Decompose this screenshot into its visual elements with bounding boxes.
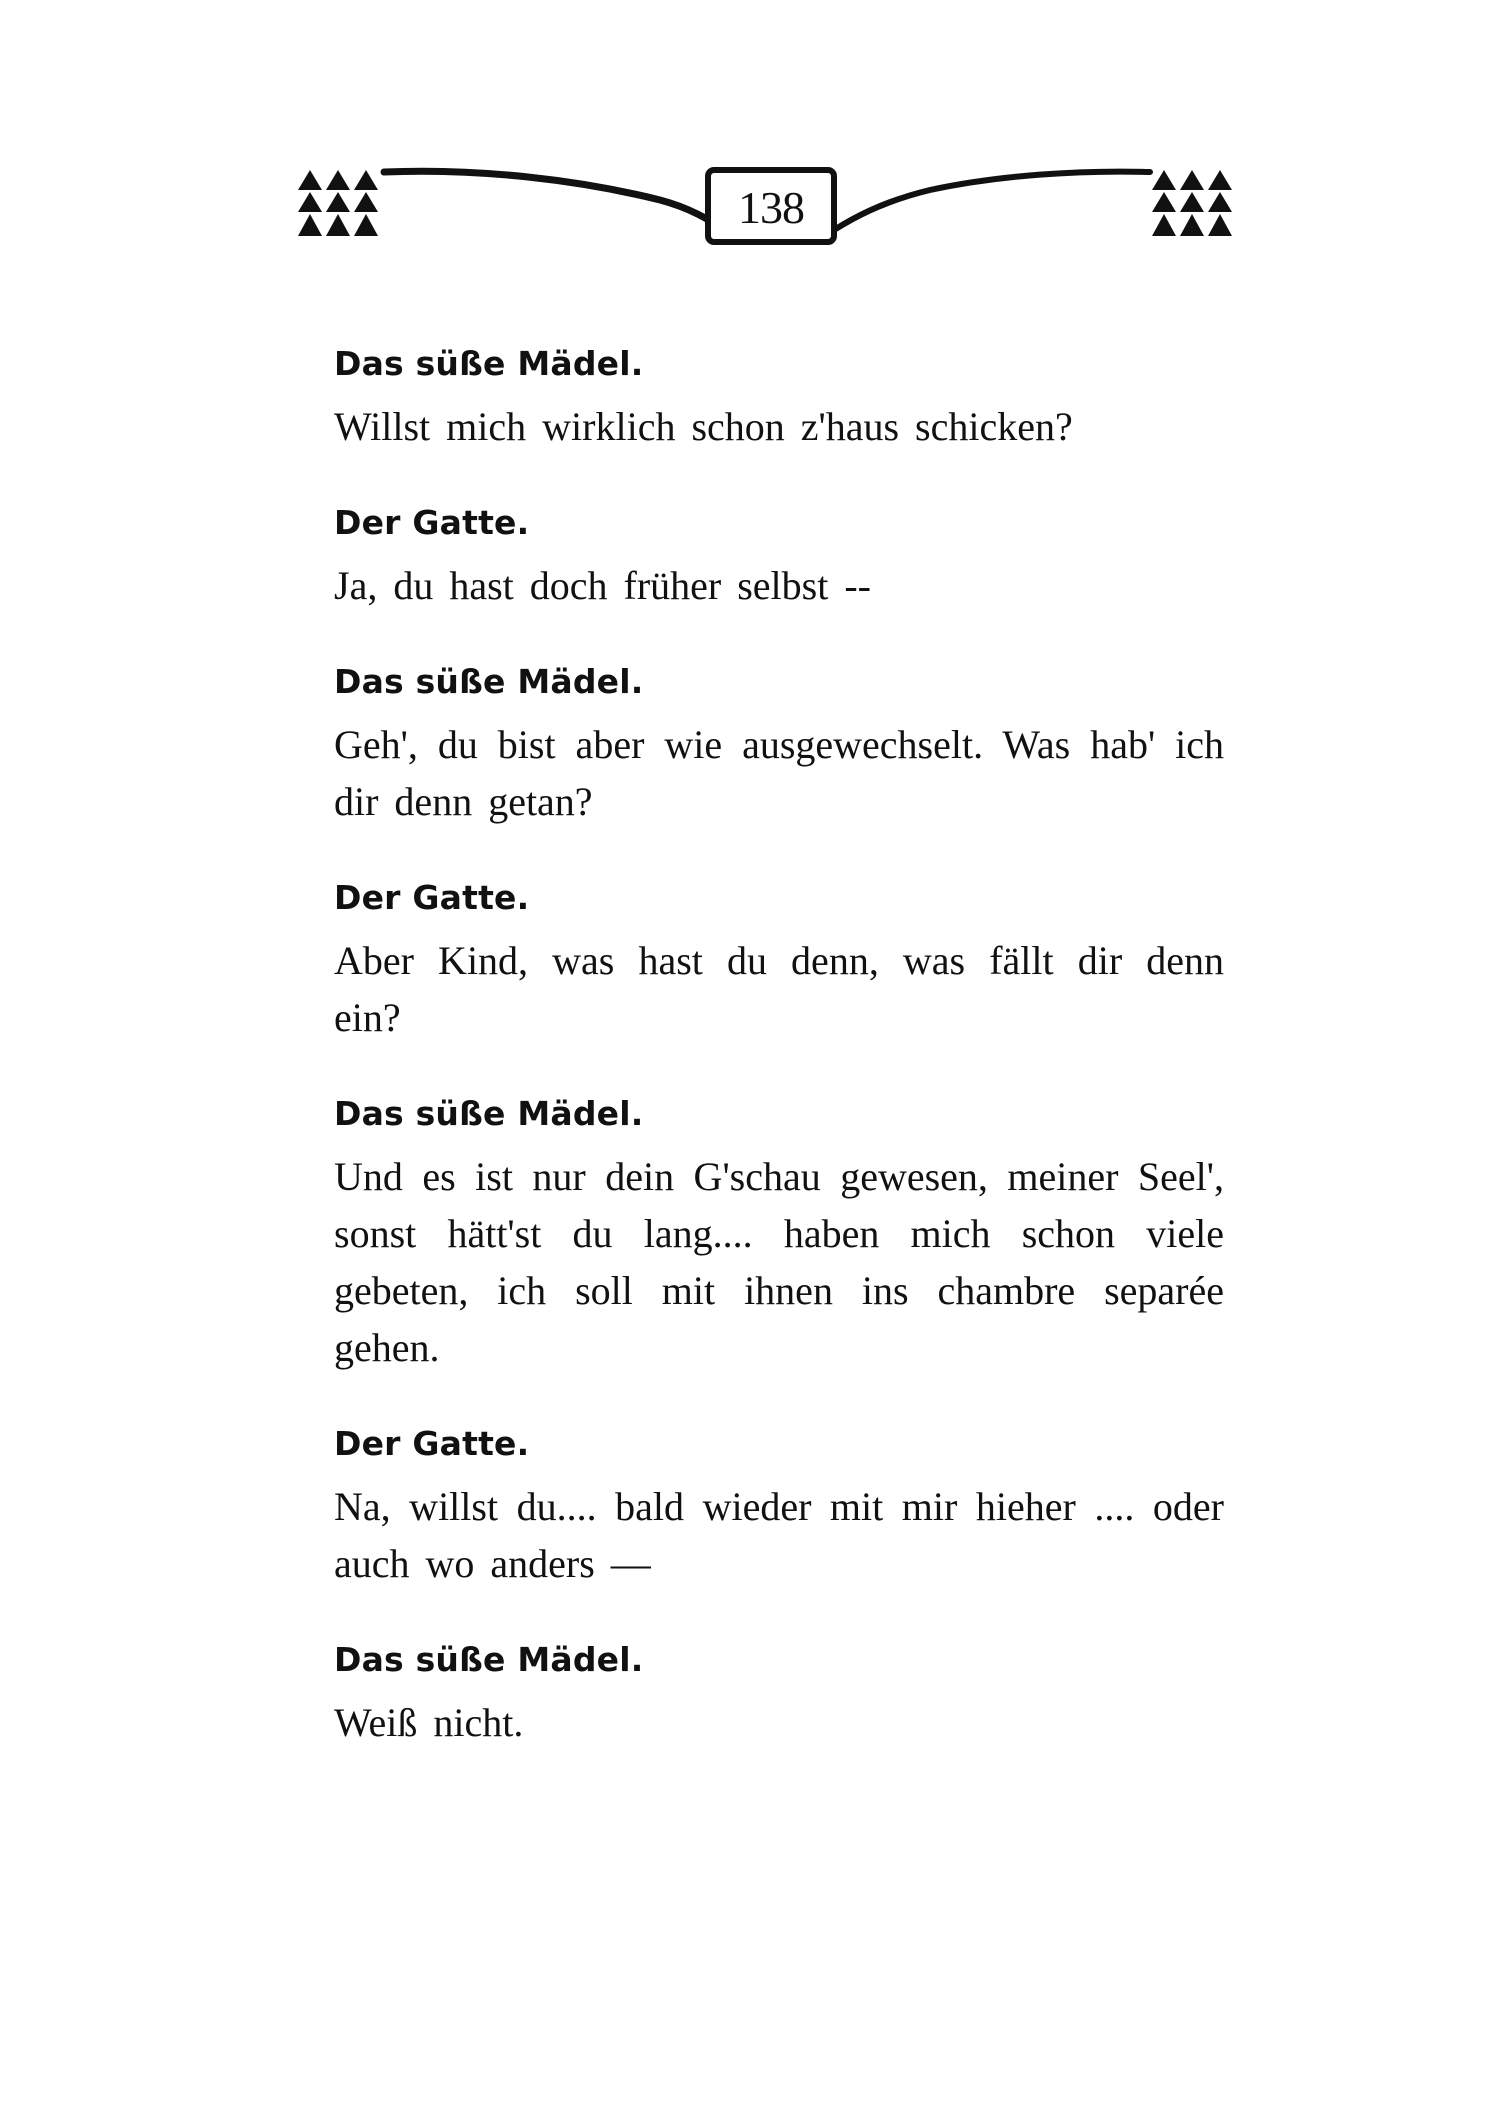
speaker-name: Der Gatte.	[334, 878, 530, 917]
dialogue-block	[334, 1090, 1224, 1376]
speaker-name: Das süße Mädel.	[334, 1094, 644, 1133]
right-swoosh-line	[834, 172, 1150, 230]
speaker-name: Das süße Mädel.	[334, 1640, 644, 1679]
left-triangle-cluster-icon	[298, 170, 378, 236]
speech-text: Na, willst du.... bald wieder mit mir hieher .... oder auch wo anders —	[334, 1484, 1224, 1586]
speaker-name: Der Gatte.	[334, 1424, 530, 1463]
left-swoosh-line	[384, 171, 720, 228]
dialogue	[334, 340, 1224, 1751]
speech-text: Weiß nicht.	[334, 1700, 524, 1745]
right-triangle-cluster-icon	[1152, 170, 1232, 236]
speaker-name: Der Gatte.	[334, 503, 530, 542]
speaker-name: Das süße Mädel.	[334, 344, 644, 383]
page-number: 138	[738, 181, 804, 233]
dialogue-block	[334, 1636, 1224, 1751]
speaker-name: Das süße Mädel.	[334, 662, 644, 701]
speech-text: Aber Kind, was hast du denn, was fällt dir denn ein?	[334, 938, 1224, 1040]
speech-text: Ja, du hast doch früher selbst --	[334, 563, 871, 608]
speech-text: Geh', du bist aber wie ausgewechselt. Was hab' ich dir denn getan?	[334, 722, 1224, 824]
dialogue-block	[334, 658, 1224, 830]
dialogue-block	[334, 1420, 1224, 1592]
speech-text: Und es ist nur dein G'schau gewesen, meiner Seel', sonst hätt'st du lang.... haben mich schon viele gebeten, ich soll mit ihnen ins chambre separée gehen.	[334, 1154, 1224, 1370]
dialogue-block	[334, 340, 1224, 455]
dialogue-block	[334, 874, 1224, 1046]
dialogue-block	[334, 499, 1224, 614]
speech-text: Willst mich wirklich schon z'haus schicken?	[334, 404, 1073, 449]
